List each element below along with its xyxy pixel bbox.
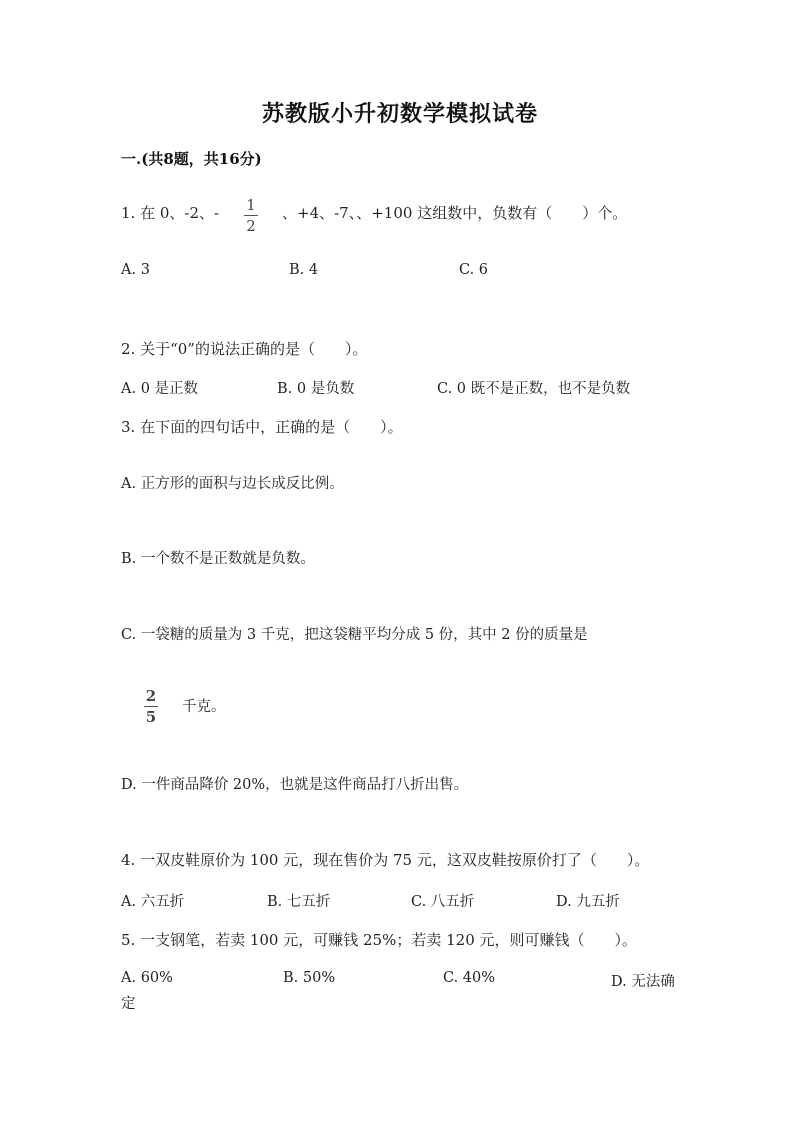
question-3-option-a: A. 正方形的面积与边长成反比例。	[121, 476, 344, 492]
question-2-option-b: B. 0 是负数	[277, 381, 355, 397]
fraction-denominator: 5	[145, 708, 157, 726]
section-heading: 一.(共8题，共16分)	[121, 150, 262, 168]
fraction-bar	[144, 706, 158, 707]
question-2-option-a: A. 0 是正数	[121, 381, 199, 397]
question-2-text: 2. 关于“0”的说法正确的是（ ）。	[121, 340, 368, 358]
question-2-option-c: C. 0 既不是正数，也不是负数	[437, 381, 631, 397]
question-5-option-b: B. 50%	[283, 970, 336, 986]
fraction-denominator: 2	[246, 217, 256, 235]
question-3-text: 3. 在下面的四句话中，正确的是（ ）。	[121, 418, 403, 436]
fraction-numerator: 1	[246, 196, 256, 214]
question-1-text-before: 1. 在 0、-2、-	[121, 204, 220, 222]
question-5-text: 5. 一支钢笔，若卖 100 元，可赚钱 25%；若卖 120 元，则可赚钱（ ）。	[121, 931, 638, 949]
question-4-option-d: D. 九五折	[556, 894, 620, 910]
question-3-option-b: B. 一个数不是正数就是负数。	[121, 551, 315, 567]
question-4-option-a: A. 六五折	[121, 894, 185, 910]
question-5-option-c: C. 40%	[443, 970, 496, 986]
question-3-option-c: C. 一袋糖的质量为 3 千克，把这袋糖平均分成 5 份，其中 2 份的质量是	[121, 627, 588, 643]
question-4-text: 4. 一双皮鞋原价为 100 元，现在售价为 75 元，这双皮鞋按原价打了（ ）。	[121, 851, 650, 869]
question-4-option-b: B. 七五折	[267, 894, 331, 910]
question-5-option-d: D. 无法确	[611, 974, 675, 990]
question-3-fraction	[144, 688, 158, 725]
question-3-option-c-suffix: 千克。	[182, 699, 226, 715]
question-1-option-c: C. 6	[459, 262, 489, 278]
question-1-option-b: B. 4	[289, 262, 319, 278]
question-1-text-after: 、+4、-7、、+100 这组数中，负数有（ ）个。	[282, 204, 628, 222]
question-1-option-a: A. 3	[121, 262, 150, 278]
fraction-numerator: 2	[145, 687, 157, 705]
question-5-option-a: A. 60%	[121, 970, 173, 986]
question-5-option-d-wrap: 定	[121, 996, 136, 1012]
question-1-fraction	[244, 197, 258, 234]
question-4-option-c: C. 八五折	[411, 894, 475, 910]
page-title: 苏教版小升初数学模拟试卷	[261, 101, 538, 127]
question-3-option-d: D. 一件商品降价 20%，也就是这件商品打八折出售。	[121, 777, 469, 793]
fraction-bar	[244, 215, 258, 216]
